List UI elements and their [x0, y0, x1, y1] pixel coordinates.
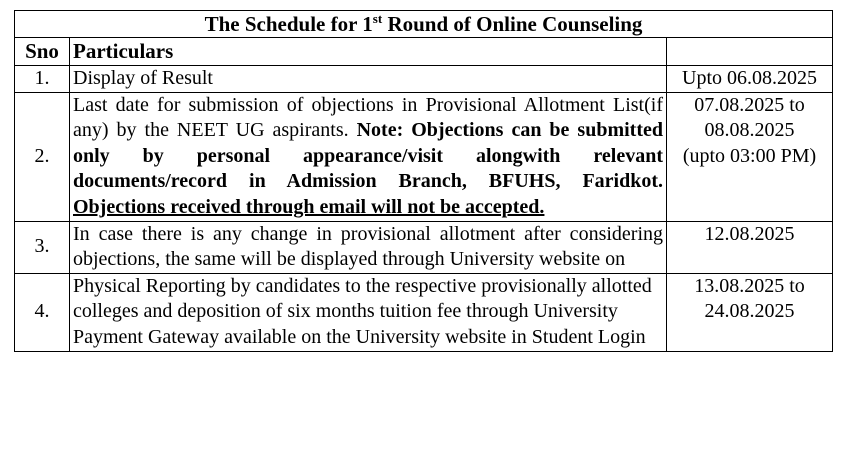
- date-line: (upto 03:00 PM): [682, 144, 817, 167]
- header-row: [15, 38, 833, 66]
- schedule-title: [15, 11, 833, 38]
- row-particulars: Physical Reporting by candidates to the respective provisionally allotted colleges and deposition of six months tuition fee through University Payment Gateway available on the University website in Student Login: [70, 273, 667, 351]
- date-line: 24.08.2025: [704, 300, 795, 323]
- row-date: [667, 273, 833, 351]
- title-text-suffix: Round of Online Counseling: [382, 12, 643, 36]
- title-superscript: st: [372, 11, 383, 26]
- row-sno: 1.: [15, 66, 70, 93]
- row-date: 12.08.2025: [667, 221, 833, 273]
- header-date: [667, 38, 833, 66]
- table-row: [15, 273, 833, 351]
- row-particulars: Display of Result: [70, 66, 667, 93]
- row-sno: 4.: [15, 273, 70, 351]
- particulars-note: Note: Objections can be submitted only by personal appearance/visit alongwith relevant documents/record in Admission Branch, BFUHS, Faridkot.: [73, 119, 663, 193]
- date-line: 08.08.2025: [704, 119, 795, 142]
- row-date: Upto 06.08.2025: [667, 66, 833, 93]
- date-line: 13.08.2025 to: [694, 274, 805, 297]
- row-particulars: In case there is any change in provisional allotment after considering objections, the same will be displayed through University website on: [70, 221, 667, 273]
- particulars-text: Last date for submission of objections in Provisional Allotment List(if any) by the NEET UG aspirants.: [73, 93, 663, 142]
- particulars-warning: Objections received through email will not be accepted.: [73, 195, 545, 218]
- table-row: [15, 66, 833, 93]
- date-line: 07.08.2025 to: [694, 93, 805, 116]
- row-sno: 3.: [15, 221, 70, 273]
- schedule-table: [14, 10, 833, 352]
- table-row: [15, 221, 833, 273]
- row-particulars: [70, 92, 667, 221]
- title-row: [15, 11, 833, 38]
- title-text: The Schedule for 1: [204, 12, 373, 36]
- row-sno: 2.: [15, 92, 70, 221]
- header-sno: Sno: [15, 38, 70, 66]
- row-date: [667, 92, 833, 221]
- header-particulars: Particulars: [70, 38, 667, 66]
- table-row: [15, 92, 833, 221]
